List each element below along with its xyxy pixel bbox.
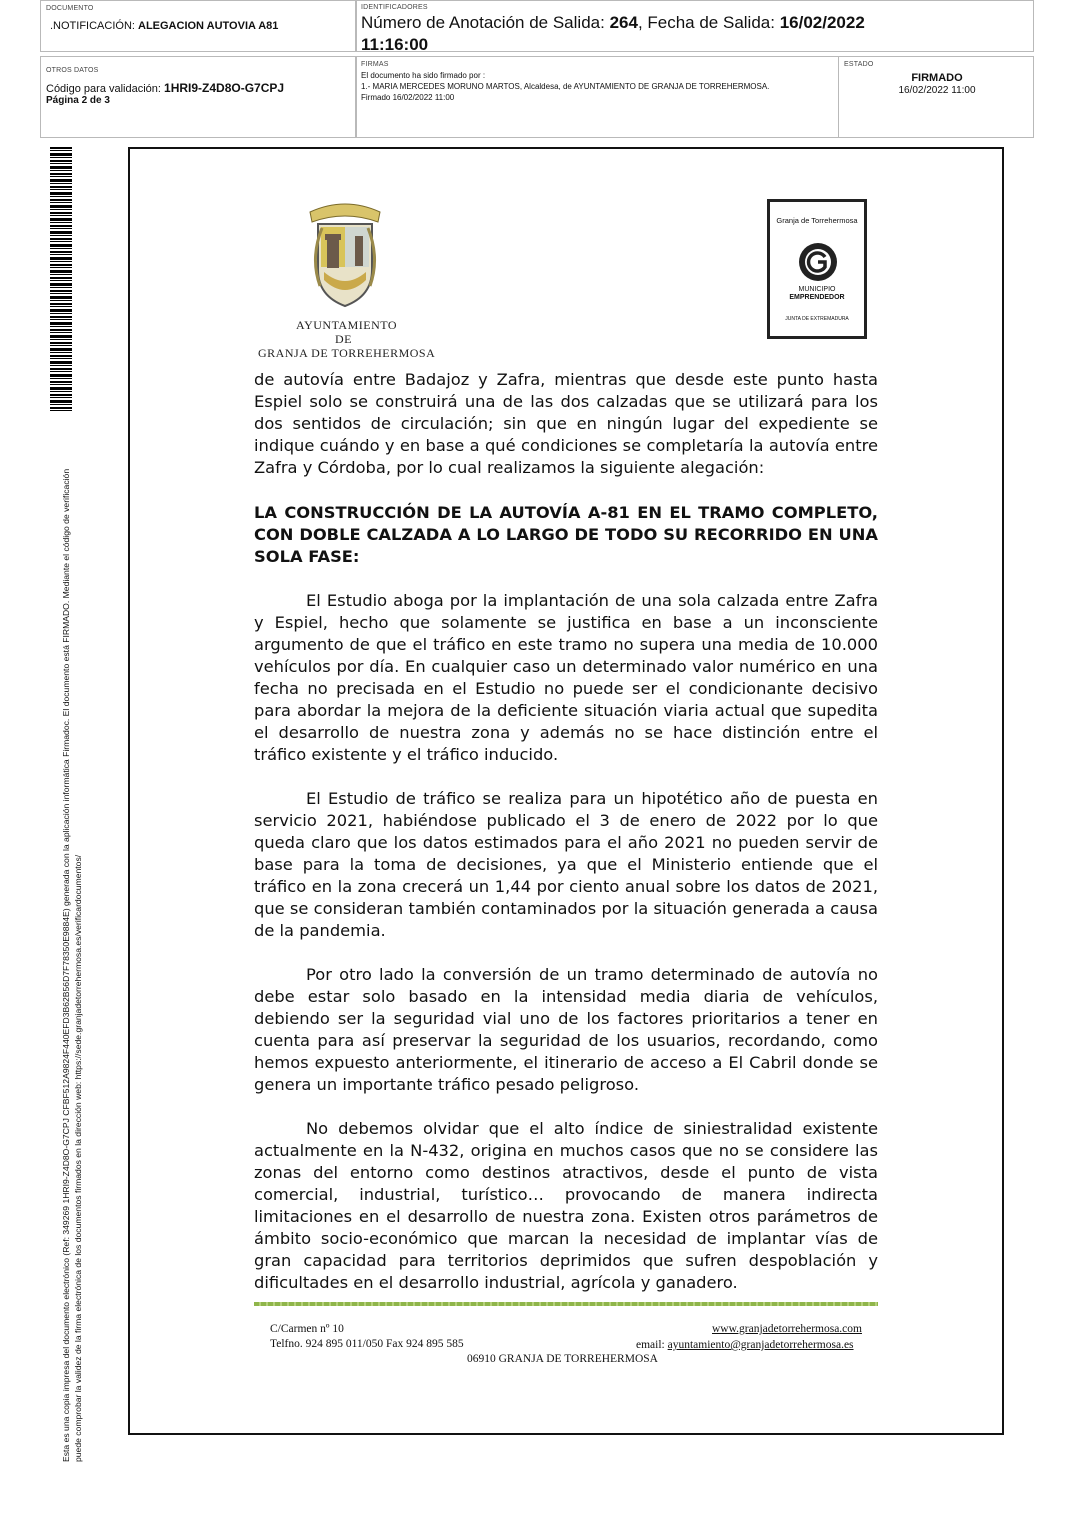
document-header [40,0,1034,138]
allegation-heading: LA CONSTRUCCIÓN DE LA AUTOVÍA A-81 EN EL TRAMO COMPLETO, CON DOBLE CALZADA A LO LARGO DE TODO SU RECORRIDO EN UNA SOLA FASE: [254,503,878,566]
page-number: Página 2 de 3 [46,95,110,106]
identificadores-cell [356,0,1034,52]
badge-line1: MUNICIPIO [798,286,836,293]
estado-datetime: 16/02/2022 11:00 [898,85,976,96]
otros-datos-label: OTROS DATOS [46,67,99,74]
ayto-line1: AYUNTAMIENTO [296,318,398,332]
coat-of-arms-logo [300,198,390,316]
paragraph-intro: de autovía entre Badajoz y Zafra, mientras que desde este punto hasta Espiel solo se construirá una de las dos calzadas que se utilizará para los dos sentidos de circulación; sin que en ningún lugar del expediente se indique cuándo y en base a qué condiciones se completaría la autovía entre Zafra y Córdoba, por lo cual realizamos la siguiente alegación: [254,370,878,477]
anotacion-number: 264 [609,13,638,32]
paragraph-4: No debemos olvidar que el alto índice de siniestralidad existente actualmente en la N-432, origina en muchos casos que no se considere las zonas del entorno como destinos atractivos, desde el punto de vista comercial, industrial, turístico… provocando de manera indirecta limitaciones en el desarrollo de nuestra zona. Existen otros parámetros de ámbito socio-económico que marcan la necesidad de implantar vías de gran capacidad para territorios deprimidos que sufren despoblación y dificultades en el desarrollo industrial, agrícola y ganadero. [254,1119,878,1292]
footer-address: C/Carmen nº 10 [270,1323,344,1335]
ayto-line3: GRANJA DE TORREHERMOSA [258,346,436,360]
footer-web-link[interactable]: www.granjadetorrehermosa.com [712,1323,862,1335]
fecha-salida: 16/02/2022 [779,13,865,32]
municipio-emprendedor-badge [767,199,867,339]
estado-cell [838,56,1034,138]
footer-web[interactable] [712,1323,862,1335]
firmas-line1: El documento ha sido firmado por : [361,71,486,80]
documento-label: DOCUMENTO [46,5,94,12]
emprendedor-icon [798,242,838,282]
paragraph-3: Por otro lado la conversión de un tramo determinado de autovía no debe estar solo basado en la intensidad media diaria de vehículos, debiendo ser la seguridad vial uno de los factores prioritarios a tener en cuenta para así preservar la seguridad de los usuarios, recordando, como hemos expuesto anteriormente, el itinerario de acceso a El Cabril donde se genera un importante tráfico pesado peligroso. [254,965,878,1094]
estado-label: ESTADO [844,61,874,68]
fecha-label: , Fecha de Salida: [637,13,780,32]
validation-code-value: 1HRI9-Z4D8O-G7CPJ [164,81,285,95]
validation-code-label: Código para validación: [46,83,165,95]
footer-email [636,1339,854,1351]
hora-salida [361,34,428,55]
firmas-date: Firmado 16/02/2022 11:00 [361,93,455,102]
documento-title: ALEGACION AUTOVIA A81 [138,20,279,32]
firmas-label: FIRMAS [361,61,389,68]
hora-salida-value: 11:16:00 [361,35,429,54]
verification-barcode [50,147,72,412]
footer-email-label: email: [636,1339,668,1351]
ayto-line2: DE [335,332,352,346]
footer-email-link[interactable]: ayuntamiento@granjadetorrehermosa.es [667,1339,854,1351]
anotacion-line [361,12,865,33]
identificadores-label: IDENTIFICADORES [361,4,428,11]
footer-divider [254,1302,878,1306]
validation-code [46,81,284,95]
otros-datos-cell [40,56,356,138]
firmas-signer: 1.- MARIA MERCEDES MORUNO MARTOS, Alcaldesa, de AYUNTAMIENTO DE GRANJA DE TORREHERMOSA. [361,82,770,91]
documento-prefix: .NOTIFICACIÓN: [50,20,138,32]
badge-footer: JUNTA DE EXTREMADURA [785,316,849,322]
side-verification-text-1: Esta es una copia impresa del documento electrónico (Ref: 349269 1HRI9-Z4D8O-G7CPJ CFBF512A9824F440EFD3B62B56D7F78350E9884E) generada con la aplicación informática Firmadoc. El documento está FIRMADO. Mediante el código de verificación [61,468,71,1462]
anotacion-label: Número de Anotación de Salida: [361,13,610,32]
badge-line2: EMPRENDEDOR [789,294,845,301]
footer-phone: Telfno. 924 895 011/050 Fax 924 895 585 [270,1338,464,1350]
documento-value [50,20,278,32]
side-verification-text-2: puede comprobar la validez de la firma electrónica de los documentos firmados en la dirección web: https://sede.granjadetorrehermosa.es/verificardocumentos/ [73,854,83,1462]
estado-status: FIRMADO [911,72,963,84]
paragraph-1: El Estudio aboga por la implantación de una sola calzada entre Zafra y Espiel, hecho que solamente se justifica en base a un inconsciente argumento de que el tráfico en este tramo no supera una media de 10.000 vehículos por día. En cualquier caso un determinado valor numérico en una fecha no precisada en el Estudio no puede ser el condicionante decisivo para abordar la mejora de la deficiente situación viaria actual que supedita el desarrollo de nuestra zona y además no se hace distinción entre el tráfico existente y el tráfico inducido. [254,591,878,764]
footer-city: 06910 GRANJA DE TORREHERMOSA [467,1353,658,1365]
firmas-cell [356,56,840,138]
paragraph-2: El Estudio de tráfico se realiza para un hipotético año de puesta en servicio 2021, habiéndose publicado el 3 de enero de 2022 por lo que queda claro que los datos estimados para el año 2021 no pueden servir de base para la toma de decisiones, ya que el Ministerio entiende que el tráfico en la zona crecerá un 1,44 por ciento anual sobre los datos de 2021, que se consideran también contaminados por la situación generada a causa de la pandemia. [254,789,878,940]
badge-title: Granja de Torrehermosa [776,216,858,225]
documento-cell [40,0,356,52]
